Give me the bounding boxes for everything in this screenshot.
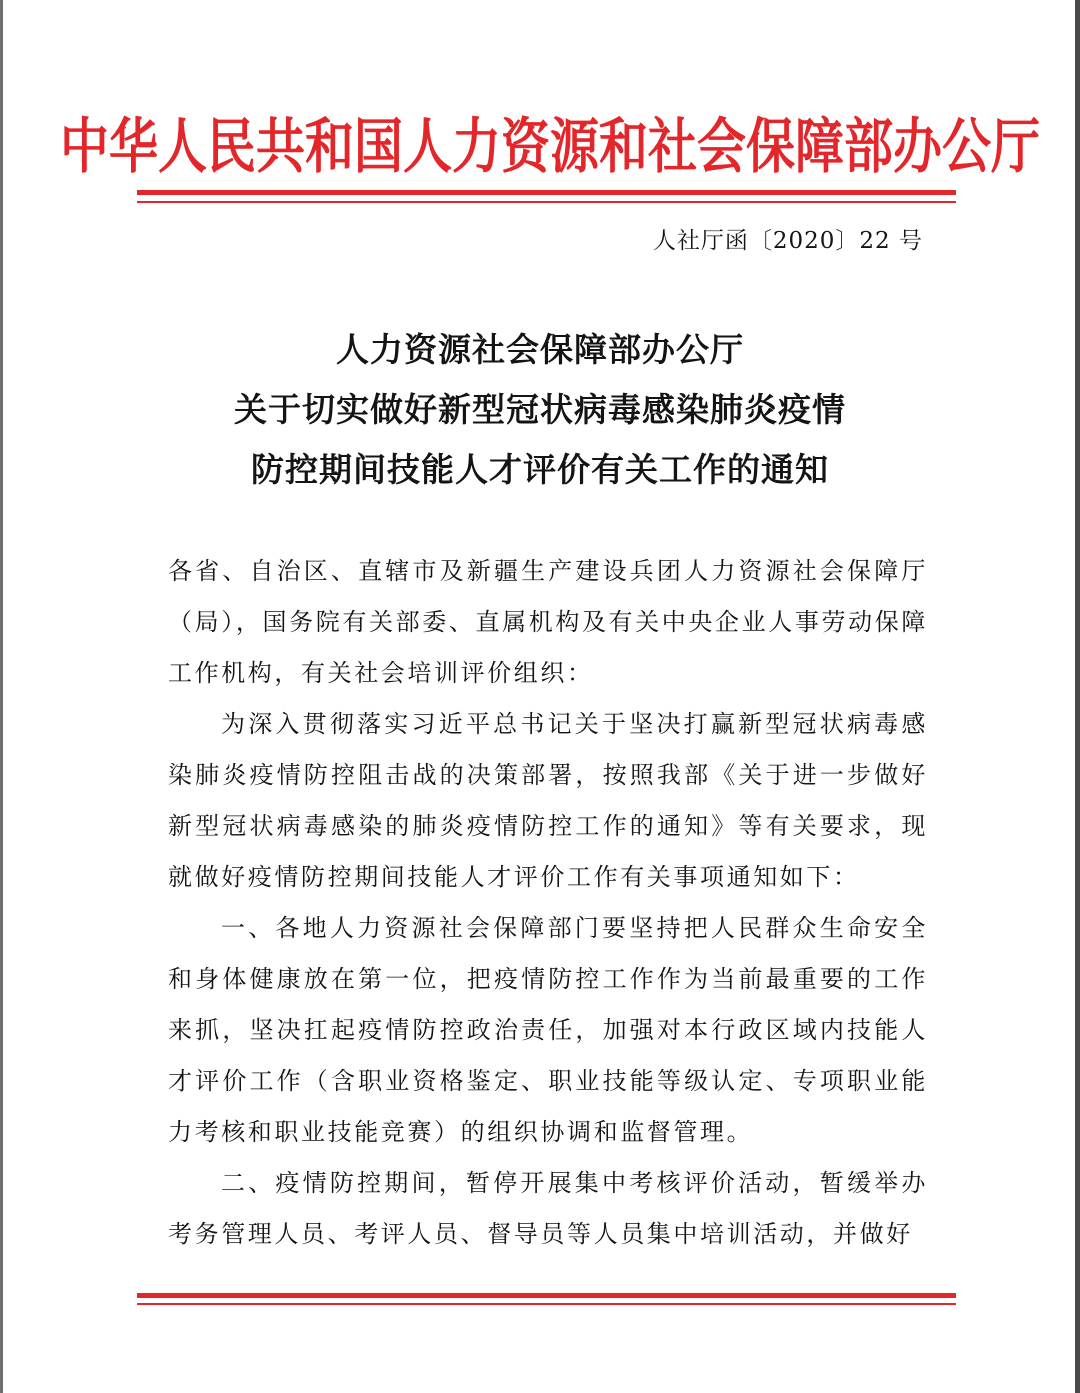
scan-right-edge xyxy=(1075,0,1080,1393)
issuer-header: 中华人民共和国人力资源和社会保障部办公厅 xyxy=(60,112,1041,182)
body-paragraph: 二、疫情防控期间，暂停开展集中考核评价活动，暂缓举办考务管理人员、考评人员、督导员等人员集中培训活动，并做好 xyxy=(168,1169,928,1248)
title-line: 人力资源社会保障部办公厅 xyxy=(336,330,744,369)
header-red-rule-thin xyxy=(137,201,956,203)
footer-red-rule-thick xyxy=(137,1293,956,1298)
notice-title xyxy=(140,320,940,500)
body-paragraph: 为深入贯彻落实习近平总书记关于坚决打赢新型冠状病毒感染肺炎疫情防控阻击战的决策部署，按照我部《关于进一步做好新型冠状病毒感染的肺炎疫情防控工作的通知》等有关要求，现就做好疫情防控期间技能人才评价工作有关事项通知如下： xyxy=(168,710,928,891)
notice-body xyxy=(168,546,928,1260)
title-line: 防控期间技能人才评价有关工作的通知 xyxy=(251,450,829,489)
document-number: 人社厅函〔2020〕22 号 xyxy=(652,228,923,254)
scan-left-edge xyxy=(0,0,3,1393)
addressee-paragraph: 各省、自治区、直辖市及新疆生产建设兵团人力资源社会保障厅（局），国务院有关部委、直属机构及有关中央企业人事劳动保障工作机构，有关社会培训评价组织： xyxy=(168,557,928,687)
body-paragraph: 一、各地人力资源社会保障部门要坚持把人民群众生命安全和身体健康放在第一位，把疫情防控工作作为当前最重要的工作来抓，坚决扛起疫情防控政治责任，加强对本行政区域内技能人才评价工作（含职业资格鉴定、职业技能等级认定、专项职业能力考核和职业技能竞赛）的组织协调和监督管理。 xyxy=(168,914,928,1146)
header-red-rule-thick xyxy=(137,190,956,195)
title-line: 关于切实做好新型冠状病毒感染肺炎疫情 xyxy=(234,390,846,429)
footer-red-rule-thin xyxy=(137,1303,956,1305)
